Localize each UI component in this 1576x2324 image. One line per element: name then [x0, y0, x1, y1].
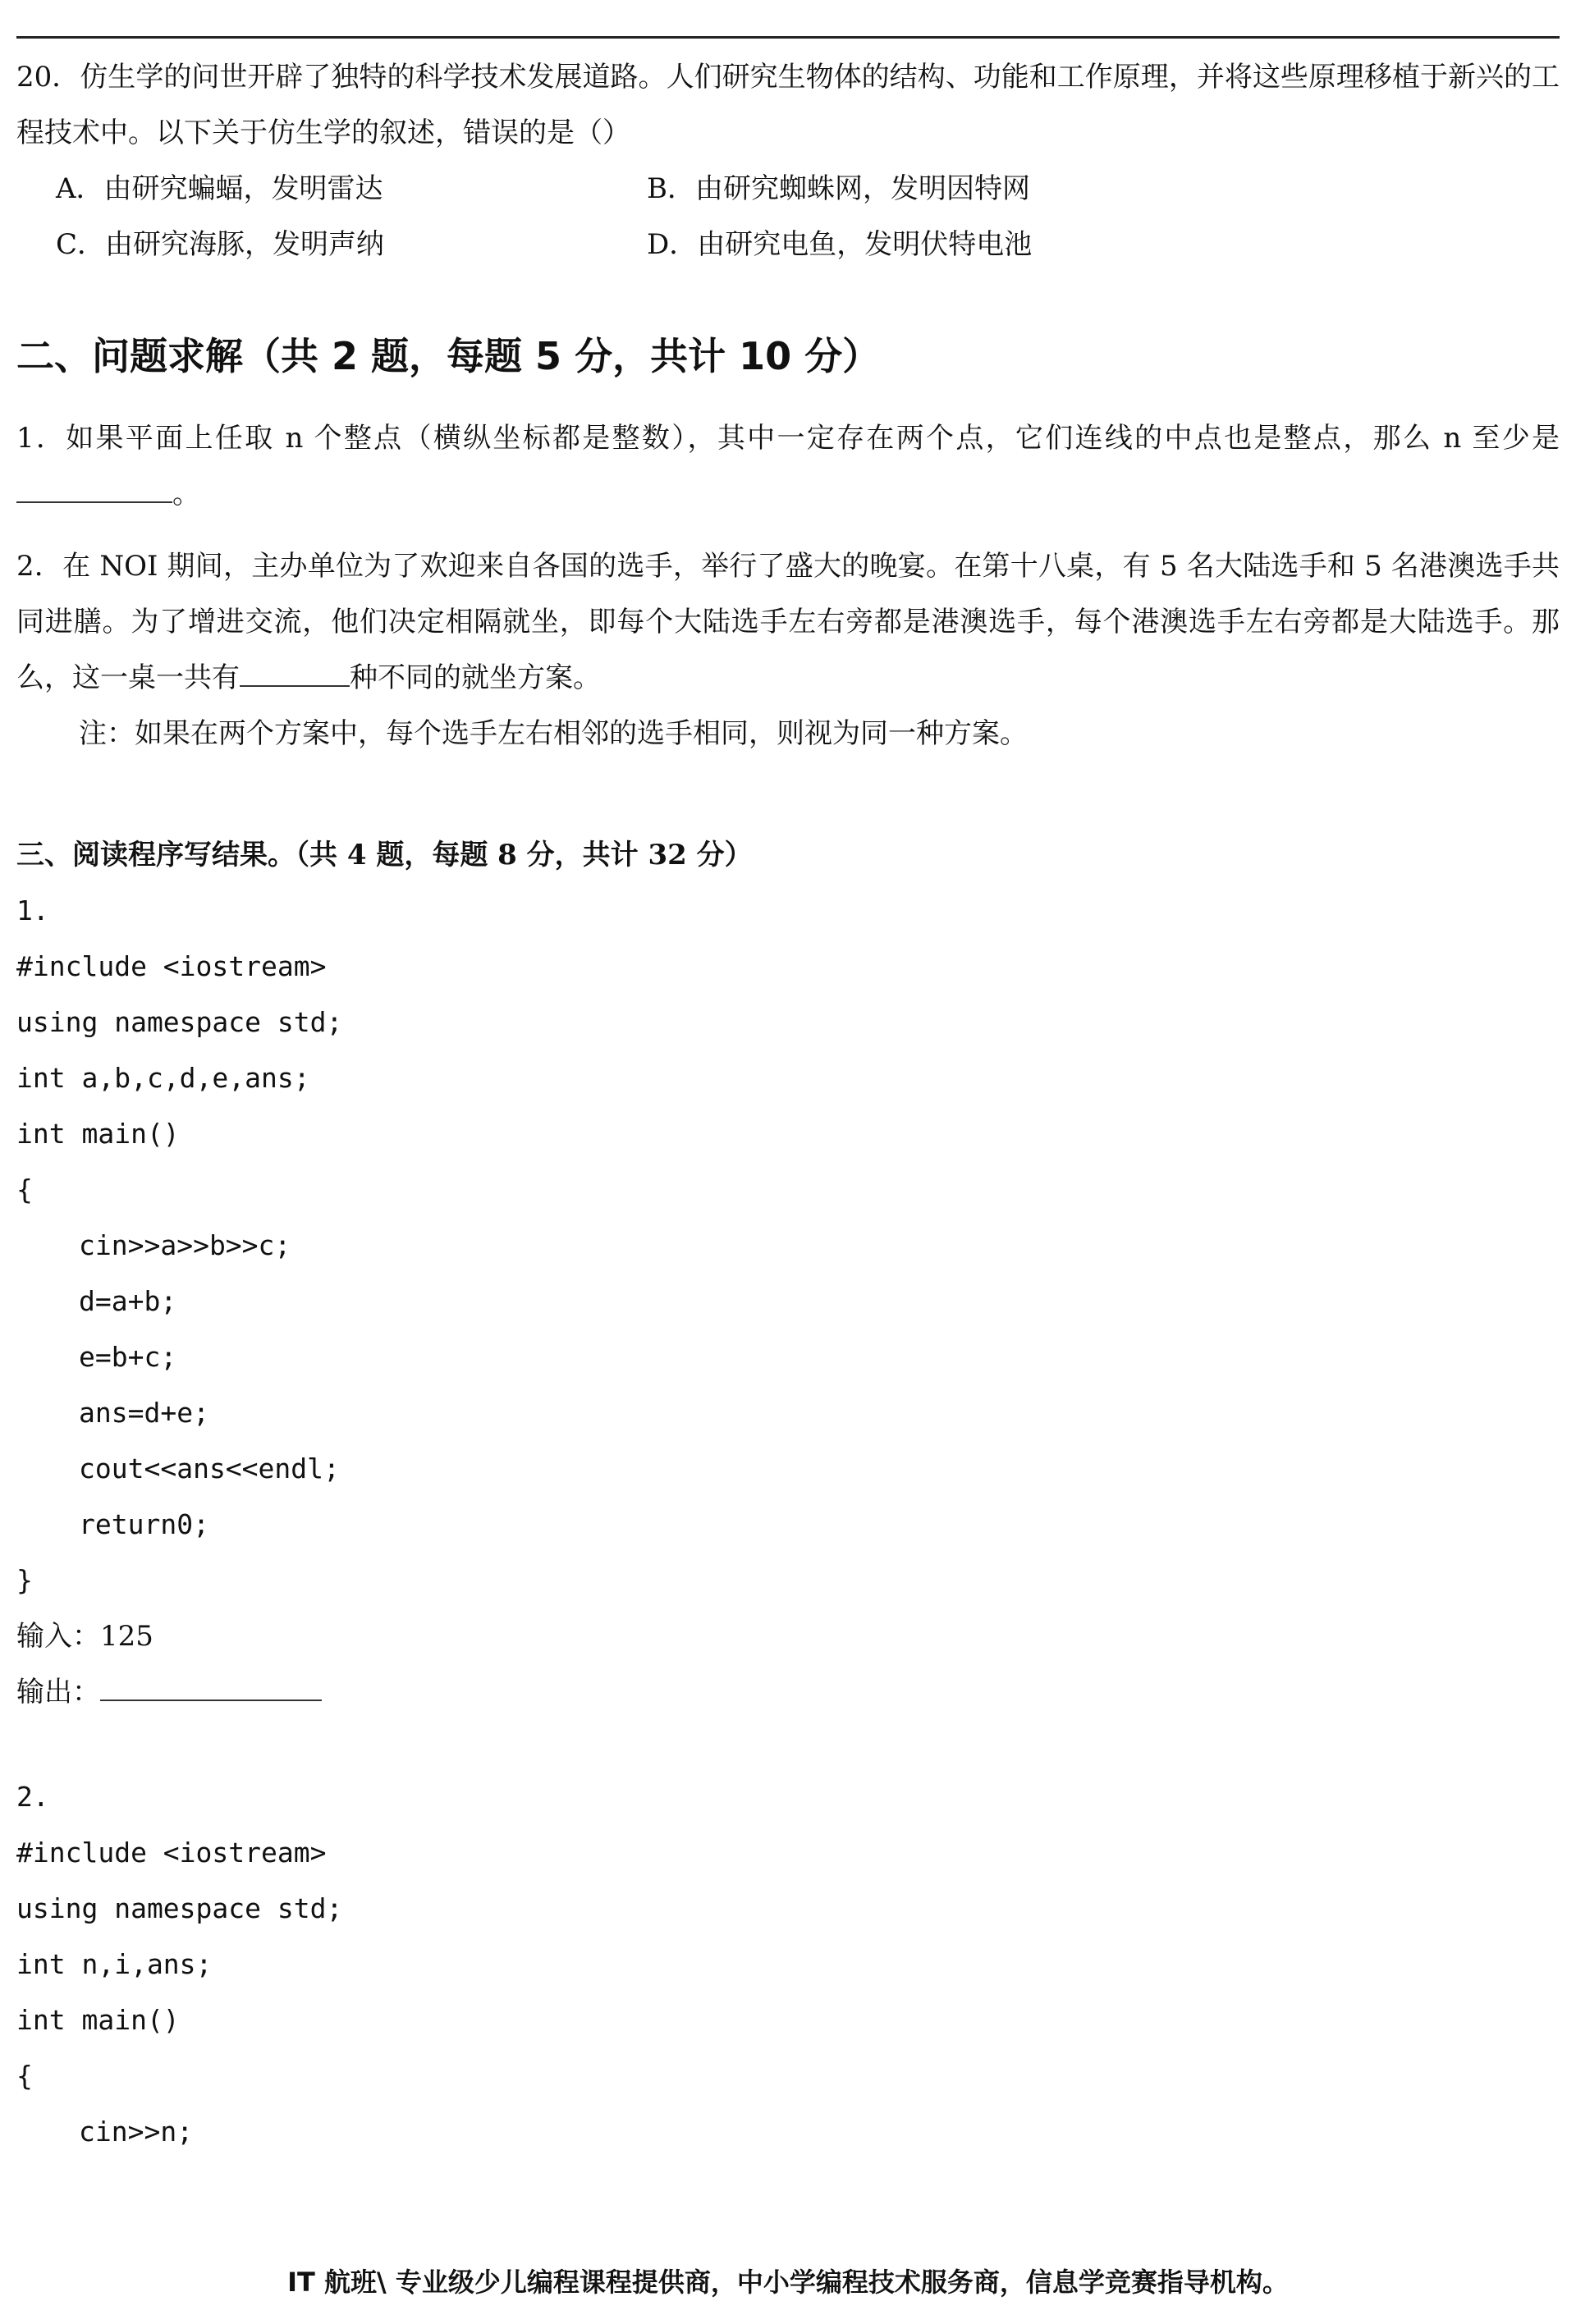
answer-blank	[100, 1668, 322, 1701]
program-1-output	[16, 1664, 1560, 1720]
code-line: using namespace std;	[16, 1006, 343, 1038]
code-line: int main()	[16, 1118, 180, 1150]
option-b: B．由研究蜘蛛网，发明因特网	[647, 172, 1030, 205]
code-line: {	[16, 2060, 33, 2092]
output-label: 输出：	[16, 1676, 100, 1709]
code-line: using namespace std;	[16, 1892, 343, 1924]
section-2-note: 注：如果在两个方案中，每个选手左右相邻的选手相同，则视为同一种方案。	[79, 717, 1028, 750]
page-footer: IT 航班\ 专业级少儿编程课程提供商，中小学编程技术服务商，信息学竞赛指导机构。	[287, 2267, 1289, 2298]
code-line: cin>>a>>b>>c;	[79, 1229, 291, 1261]
code-line: #include <iostream>	[16, 1837, 327, 1869]
code-line: cin>>n;	[79, 2116, 194, 2148]
section-2-question-2	[16, 538, 1560, 706]
q1-text: 1．如果平面上任取 n 个整点（横纵坐标都是整数），其中一定存在两个点，它们连线的中点也是整点，那么 n 至少是	[16, 422, 1560, 455]
code-line: d=a+b;	[79, 1285, 177, 1317]
code-line: ans=d+e;	[79, 1397, 209, 1429]
question-20-text: 20．仿生学的问世开辟了独特的科学技术发展道路。人们研究生物体的结构、功能和工作原理，并将这些原理移植于新兴的工程技术中。以下关于仿生学的叙述，错误的是（）	[16, 61, 1560, 149]
code-line: return0;	[79, 1508, 209, 1540]
program-2-number: 2.	[16, 1781, 49, 1813]
top-rule	[16, 36, 1560, 39]
code-line: e=b+c;	[79, 1341, 177, 1373]
answer-blank	[240, 654, 350, 687]
q2-suffix: 种不同的就坐方案。	[350, 661, 601, 694]
code-line: int n,i,ans;	[16, 1948, 213, 1980]
section-3-title: 三、阅读程序写结果。（共 4 题，每题 8 分，共计 32 分）	[16, 839, 753, 872]
q1-suffix: 。	[172, 478, 200, 510]
option-c: C．由研究海豚，发明声纳	[56, 228, 385, 261]
option-a: A．由研究蝙蝠，发明雷达	[56, 172, 383, 205]
answer-blank	[16, 470, 172, 503]
option-d: D．由研究电鱼，发明伏特电池	[647, 228, 1033, 261]
code-line: }	[16, 1564, 33, 1596]
code-line: {	[16, 1173, 33, 1205]
code-line: int a,b,c,d,e,ans;	[16, 1062, 310, 1094]
program-1-number: 1.	[16, 894, 49, 926]
question-20-options	[16, 161, 1560, 272]
code-line: #include <iostream>	[16, 950, 327, 982]
code-line: cout<<ans<<endl;	[79, 1452, 340, 1485]
q2-text: 2．在 NOI 期间，主办单位为了欢迎来自各国的选手，举行了盛大的晚宴。在第十八桌，有 5 名大陆选手和 5 名港澳选手共同进膳。为了增进交流，他们决定相隔就坐，即每个大陆选手左右旁都是港澳选手，每个港澳选手左右旁都是大陆选手。那么，这一桌一共有	[16, 550, 1560, 694]
document-page	[16, 49, 1560, 2160]
code-line: int main()	[16, 2004, 180, 2036]
program-1-input: 输入：125	[16, 1620, 153, 1653]
section-2-question-1	[16, 410, 1560, 522]
section-2-title: 二、问题求解（共 2 题，每题 5 分，共计 10 分）	[16, 334, 881, 378]
